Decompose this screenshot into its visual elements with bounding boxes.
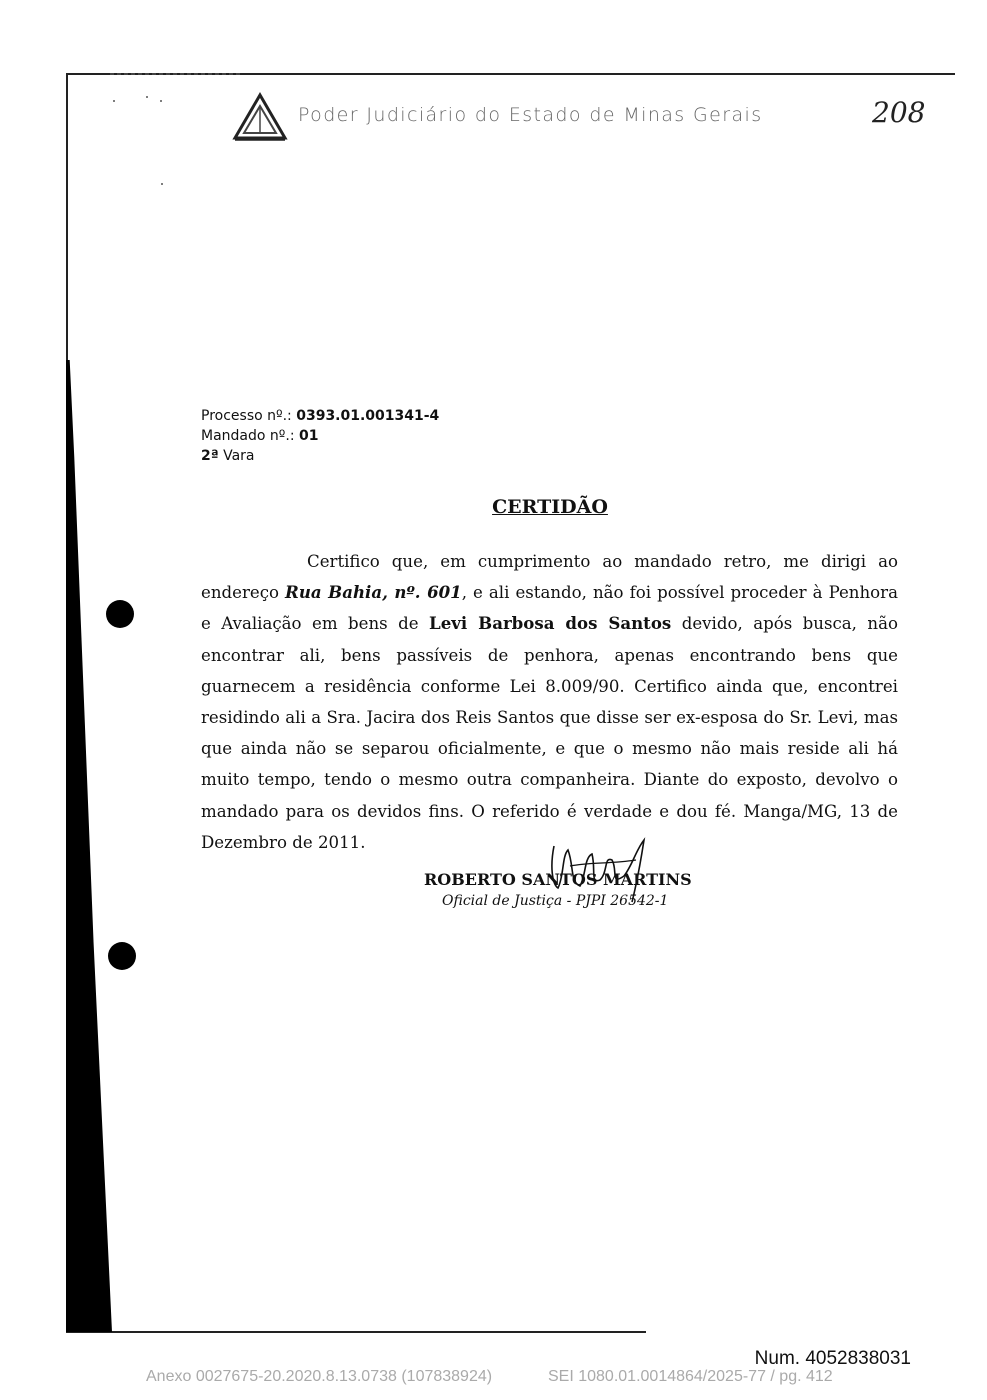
certificate-paragraph: Certifico que, em cumprimento ao mandado retro, me dirigi ao endereço Rua Bahia, nº. 601, e ali estando, não foi possível proceder à Penhora e Avaliação em bens de Levi Barbosa dos Santos devido, após busca, não encontrar ali, bens passíveis de penhora, apenas encontrando bens que guarnecem a residência conforme Lei 8.009/90. Certifico ainda que, encontrei residindo ali a Sra. Jacira dos Reis Santos que disse ser ex-esposa do Sr. Levi, mas que ainda não se separou oficialmente, e que o mesmo não mais reside ali há muito tempo, tendo o mesmo outra companheira. Diante do exposto, devolvo o mandado para os devidos fins. O referido é verdade e dou fé. Manga/MG, 13 de Dezembro de 2011.	[201, 552, 898, 852]
scan-speck	[113, 100, 115, 102]
punch-hole-upper	[106, 600, 134, 628]
officer-name: ROBERTO SANTOS MARTINS	[424, 870, 692, 889]
vara-line: 2ª Vara	[201, 448, 255, 464]
bottom-border-line	[66, 1331, 646, 1333]
handwritten-page-number: 208	[872, 96, 926, 129]
letterhead	[232, 92, 932, 144]
address: Rua Bahia, nº. 601	[285, 582, 462, 603]
scan-speck	[160, 100, 162, 102]
processo-number: 0393.01.001341-4	[296, 408, 440, 424]
case-info	[201, 406, 439, 466]
document-title: CERTIDÃO	[492, 496, 608, 518]
court-name: Poder Judiciário do Estado de Minas Gerais	[298, 104, 763, 126]
mandado-line: Mandado nº.: 01	[201, 428, 319, 444]
certificate-body	[201, 546, 898, 858]
sei-reference: SEI 1080.01.0014864/2025-77 / pg. 412	[548, 1368, 833, 1385]
debtor-name: Levi Barbosa dos Santos	[429, 613, 672, 634]
scan-speck	[161, 183, 163, 185]
scan-speck	[146, 96, 148, 98]
officer-role: Oficial de Justiça - PJPI 26542-1	[442, 893, 669, 909]
processo-line: Processo nº.: 0393.01.001341-4	[201, 408, 440, 424]
mandado-number: 01	[299, 428, 319, 444]
punch-hole-lower	[108, 942, 136, 970]
top-border-dash	[110, 73, 240, 75]
annex-reference: Anexo 0027675-20.2020.8.13.0738 (107838924)	[146, 1368, 493, 1385]
triangle-emblem-icon	[232, 92, 288, 142]
signature-block	[420, 836, 720, 926]
document-number: Num. 4052838031	[754, 1348, 911, 1369]
